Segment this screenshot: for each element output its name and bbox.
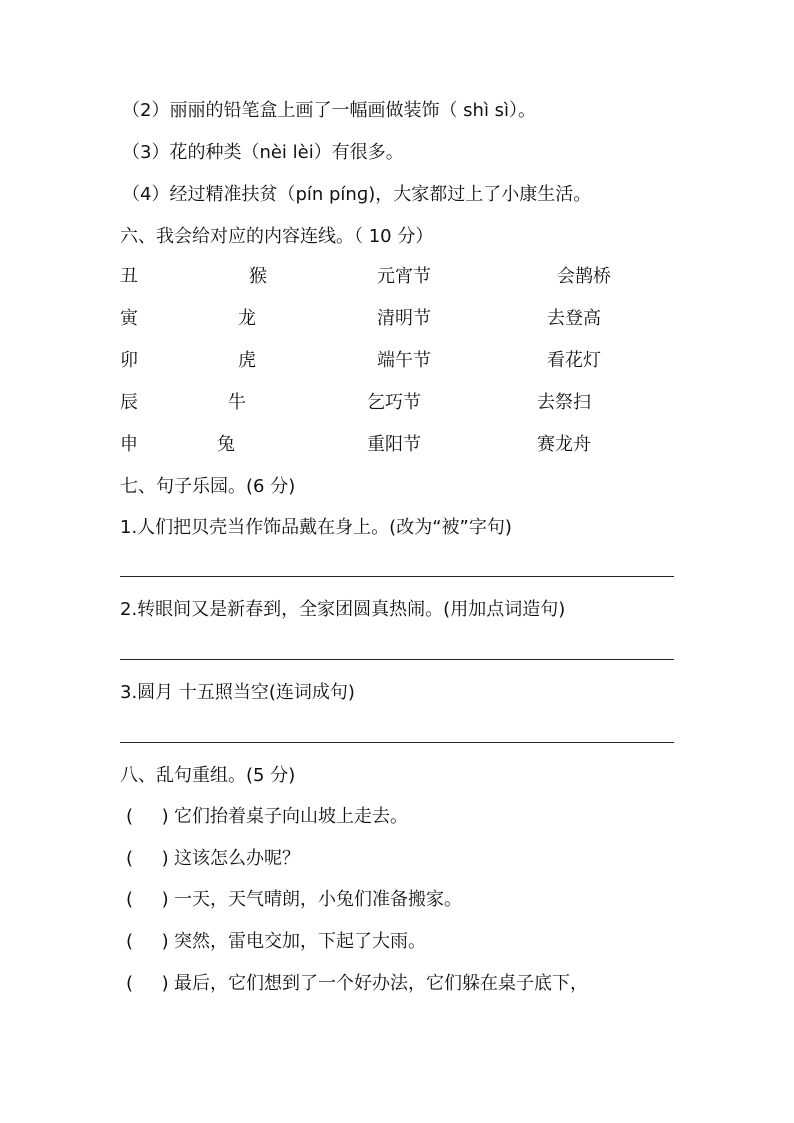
answer-line-2[interactable] bbox=[120, 659, 674, 660]
reorder-sentence: 突然，雷电交加，下起了大雨。 bbox=[174, 931, 426, 952]
order-blank[interactable]: ( ) bbox=[126, 889, 169, 910]
custom: 去登高 bbox=[547, 308, 601, 329]
reorder-item bbox=[126, 847, 300, 871]
section-7-title: 七、句子乐园。(6 分) bbox=[120, 476, 296, 497]
reorder-item bbox=[126, 930, 426, 954]
pinyin-item-3: （3）花的种类（nèi lèi）有很多。 bbox=[122, 142, 404, 163]
earthly-branch: 卯 bbox=[120, 350, 138, 371]
zodiac-animal: 兔 bbox=[217, 434, 235, 455]
sentence-question-2: 2.转眼间又是新春到，全家团圆真热闹。(用加点词造句) bbox=[120, 599, 566, 620]
festival: 端午节 bbox=[377, 350, 431, 371]
order-blank[interactable]: ( ) bbox=[126, 848, 169, 869]
festival: 重阳节 bbox=[367, 434, 421, 455]
order-blank[interactable]: ( ) bbox=[126, 931, 169, 952]
answer-line-3[interactable] bbox=[120, 742, 674, 743]
pinyin-item-2: （2）丽丽的铅笔盒上画了一幅画做装饰（ shì sì）。 bbox=[122, 100, 537, 121]
sentence-question-1: 1.人们把贝壳当作饰品戴在身上。(改为“被”字句) bbox=[120, 517, 512, 538]
custom: 去祭扫 bbox=[537, 392, 591, 413]
custom: 赛龙舟 bbox=[537, 434, 591, 455]
order-blank[interactable]: ( ) bbox=[126, 973, 169, 994]
pinyin-item-4: （4）经过精准扶贫（pín pínɡ)，大家都过上了小康生活。 bbox=[122, 184, 592, 205]
earthly-branch: 丑 bbox=[120, 266, 138, 287]
answer-line-1[interactable] bbox=[120, 576, 674, 577]
festival: 乞巧节 bbox=[367, 392, 421, 413]
earthly-branch: 寅 bbox=[120, 308, 138, 329]
zodiac-animal: 猴 bbox=[249, 266, 267, 287]
earthly-branch: 辰 bbox=[120, 392, 138, 413]
reorder-item bbox=[126, 972, 588, 996]
order-blank[interactable]: ( ) bbox=[126, 806, 169, 827]
reorder-sentence: 最后，它们想到了一个好办法，它们躲在桌子底下， bbox=[174, 973, 588, 994]
reorder-sentence: 它们抬着桌子向山坡上走去。 bbox=[174, 806, 408, 827]
custom: 会鹊桥 bbox=[557, 266, 611, 287]
earthly-branch: 申 bbox=[120, 434, 138, 455]
zodiac-animal: 虎 bbox=[238, 350, 256, 371]
reorder-item bbox=[126, 888, 462, 912]
sentence-question-3: 3.圆月 十五照当空(连词成句) bbox=[120, 682, 355, 703]
reorder-item bbox=[126, 805, 408, 829]
reorder-sentence: 一天，天气晴朗，小兔们准备搬家。 bbox=[174, 889, 462, 910]
zodiac-animal: 牛 bbox=[228, 392, 246, 413]
reorder-sentence: 这该怎么办呢？ bbox=[174, 848, 300, 869]
custom: 看花灯 bbox=[547, 350, 601, 371]
festival: 清明节 bbox=[377, 308, 431, 329]
section-8-title: 八、乱句重组。(5 分) bbox=[120, 765, 296, 786]
zodiac-animal: 龙 bbox=[238, 308, 256, 329]
section-6-title: 六、我会给对应的内容连线。（ 10 分） bbox=[120, 226, 434, 247]
festival: 元宵节 bbox=[377, 266, 431, 287]
